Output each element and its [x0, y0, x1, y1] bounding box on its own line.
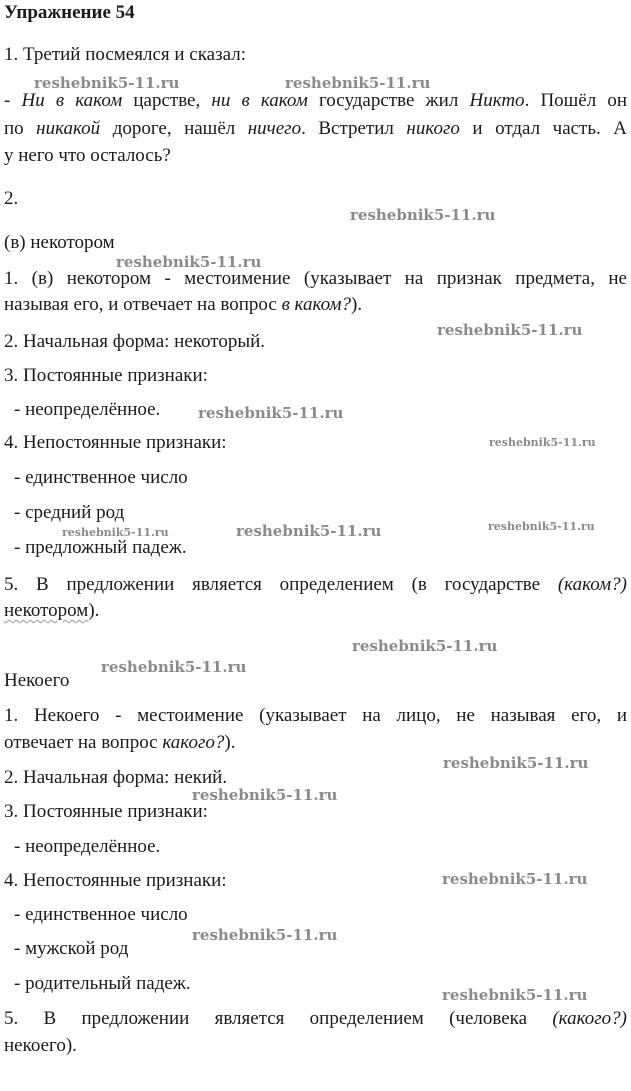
exercise-title: Упражнение 54 [4, 2, 135, 23]
part3-item4-a: - единственное число [14, 904, 188, 925]
part1-line4: у него что осталось? [4, 145, 171, 166]
watermark: reshebnik5-11.ru [350, 206, 496, 224]
watermark: reshebnik5-11.ru [101, 658, 247, 676]
part2-item4-c: - предложный падеж. [14, 537, 187, 558]
part3-item3: 3. Постоянные признаки: [4, 801, 208, 822]
part3-item3-a: - неопределённое. [14, 836, 161, 857]
part2-item4-b: - средний род [14, 502, 125, 523]
part2-item3-a: - неопределённое. [14, 399, 161, 420]
part2-item3: 3. Постоянные признаки: [4, 365, 208, 386]
part3-item4: 4. Непостоянные признаки: [4, 870, 227, 891]
part2-item2: 2. Начальная форма: некоторый. [4, 331, 266, 352]
part2-item4-a: - единственное число [14, 467, 188, 488]
watermark: reshebnik5-11.ru [192, 786, 338, 804]
watermark: reshebnik5-11.ru [285, 74, 431, 92]
part3-item5-line1: 5. В предложении является определением (человека (какого?) [4, 1008, 627, 1029]
part3-item4-c: - родительный падеж. [14, 973, 191, 994]
part2-item5-line1: 5. В предложении является определением (в государстве (каком?) [4, 574, 627, 595]
watermark: reshebnik5-11.ru [116, 253, 262, 271]
watermark: reshebnik5-11.ru [62, 526, 169, 539]
watermark: reshebnik5-11.ru [442, 986, 588, 1004]
part2-item1-line1: 1. (в) некотором - местоимение (указывает на признак предмета, не [4, 268, 627, 289]
watermark: reshebnik5-11.ru [352, 637, 498, 655]
part3-word: Некоего [4, 670, 70, 691]
watermark: reshebnik5-11.ru [442, 870, 588, 888]
part1-line3: по никакой дороге, нашёл ничего. Встретил никого и отдал часть. А [4, 118, 627, 139]
part2-word: (в) некотором [4, 232, 115, 253]
watermark: reshebnik5-11.ru [488, 520, 595, 533]
watermark: reshebnik5-11.ru [198, 404, 344, 422]
part3-item1-line2: отвечает на вопрос какого?). [4, 732, 236, 753]
part2-item1-line2: называя его, и отвечает на вопрос в каком?). [4, 294, 363, 315]
part1-line2: - Ни в каком царстве, ни в каком государстве жил Никто. Пошёл он [4, 90, 628, 111]
part3-item5-line2: некоего). [4, 1035, 77, 1056]
part3-item2: 2. Начальная форма: некий. [4, 767, 228, 788]
watermark: reshebnik5-11.ru [437, 321, 583, 339]
watermark: reshebnik5-11.ru [443, 754, 589, 772]
watermark: reshebnik5-11.ru [34, 74, 180, 92]
part3-item4-b: - мужской род [14, 938, 129, 959]
part2-item4: 4. Непостоянные признаки: [4, 432, 227, 453]
part1-line1: 1. Третий посмеялся и сказал: [4, 44, 246, 65]
part3-item1-line1: 1. Некоего - местоимение (указывает на лицо, не называя его, и [4, 705, 627, 726]
watermark: reshebnik5-11.ru [236, 522, 382, 540]
watermark: reshebnik5-11.ru [489, 436, 596, 449]
part2-number: 2. [4, 188, 19, 209]
watermark: reshebnik5-11.ru [192, 926, 338, 944]
part2-item5-line2: некотором). [4, 600, 100, 621]
